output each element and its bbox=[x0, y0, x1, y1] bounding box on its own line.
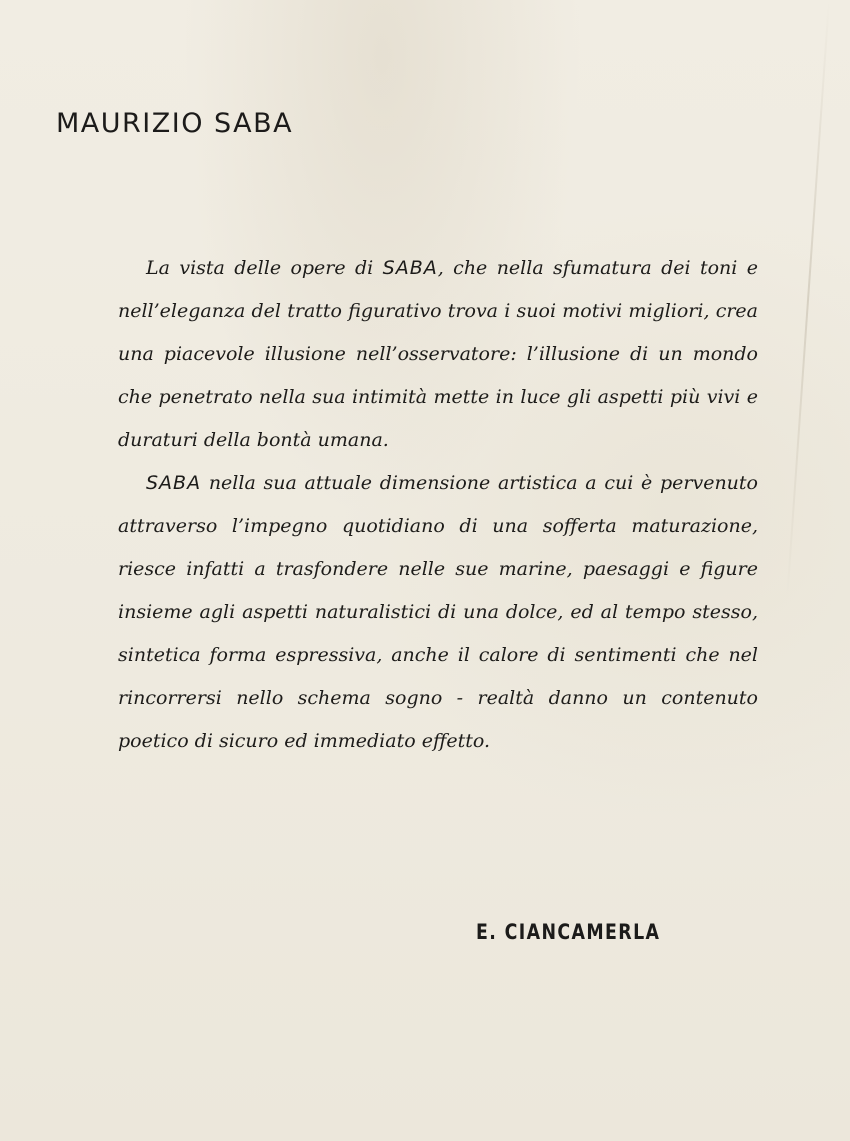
paragraph-2 bbox=[118, 462, 758, 763]
paragraph-2-artist-name: SABA bbox=[146, 472, 202, 494]
paragraph-1 bbox=[118, 247, 758, 462]
paragraph-1-artist-name: SABA bbox=[382, 257, 438, 279]
document-title: MAURIZIO SABA bbox=[56, 108, 294, 139]
paragraph-1-lead: La vista delle opere di bbox=[146, 257, 383, 279]
author-signature: E. CIANCAMERLA bbox=[476, 920, 661, 944]
paragraph-2-text: nella sua attuale dimensione artistica a cui è pervenuto attraverso l’impegno quotidiano di una sofferta maturazione, riesce infatti a trasfondere nelle sue marine, paesaggi e figure insieme agli aspetti naturalistici di una dolce, ed al tempo stesso, sintetica forma espressiva, anche il calore di sentimenti che nel rincorrersi nello schema sogno - realtà danno un contenuto poetico di sicuro ed immediato effetto. bbox=[118, 472, 758, 752]
paper-fold-mark bbox=[786, 0, 830, 599]
paragraph-1-text: , che nella sfumatura dei toni e nell’eleganza del tratto figurativo trova i suoi motivi migliori, crea una piacevole illusione nell’osservatore: l’illusione di un mondo che penetrato nella sua intimità mette in luce gli aspetti più vivi e duraturi della bontà umana. bbox=[118, 257, 758, 451]
body-text bbox=[118, 247, 758, 763]
